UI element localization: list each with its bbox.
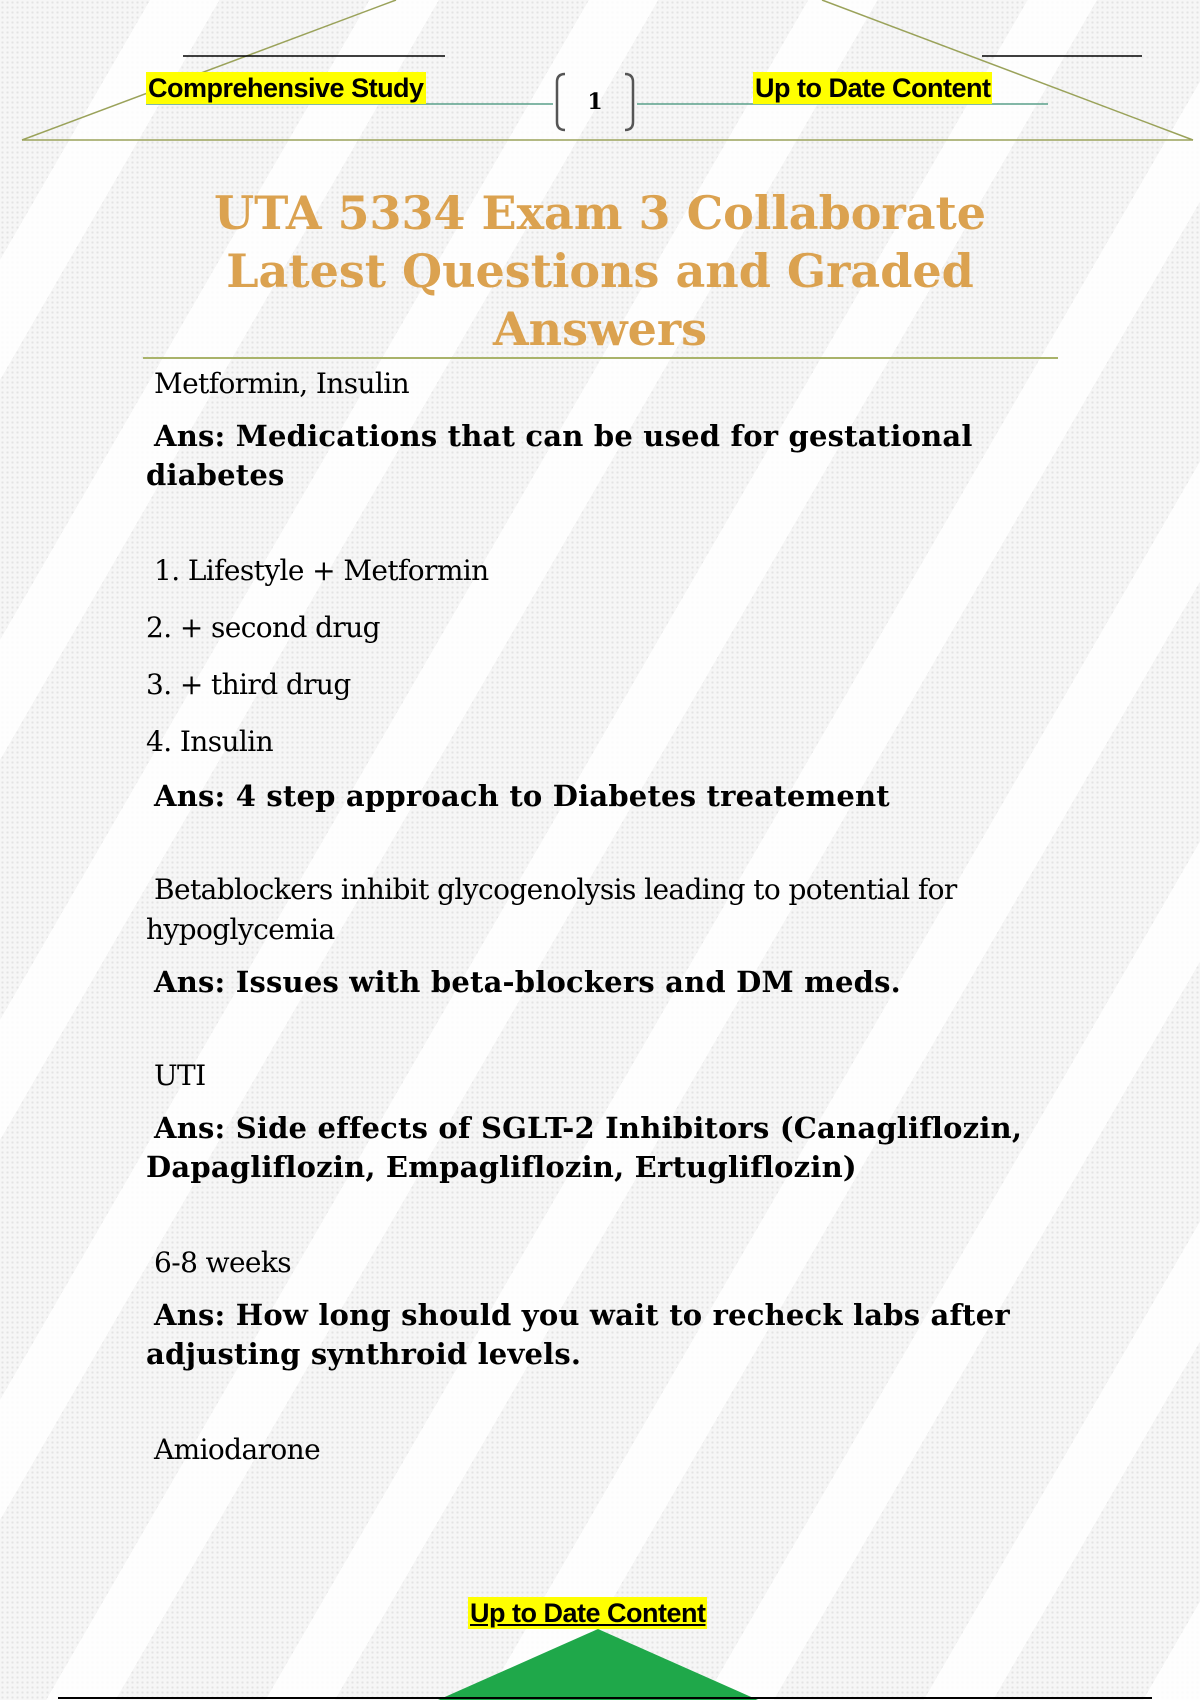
- qa-prompt-line: 3. + third drug: [146, 668, 351, 701]
- qa-item: [146, 1243, 1066, 1374]
- qa-item: [146, 551, 1066, 816]
- qa-prompt-line: hypoglycemia: [146, 913, 335, 946]
- qa-prompt-line: Metformin, Insulin: [154, 367, 410, 400]
- title-line-3: Answers: [492, 302, 708, 356]
- qa-answer-line: Ans: Medications that can be used for gestational: [154, 419, 973, 453]
- title-divider: [143, 357, 1058, 359]
- page-number-box: [553, 72, 637, 132]
- qa-item: [146, 1430, 1066, 1470]
- qa-answer-line: Ans: 4 step approach to Diabetes treatement: [154, 779, 890, 813]
- qa-prompt-line: 6-8 weeks: [154, 1246, 292, 1279]
- qa-answer-line: adjusting synthroid levels.: [146, 1337, 582, 1371]
- qa-prompt-line: Amiodarone: [154, 1433, 321, 1466]
- qa-prompt-line: 1. Lifestyle + Metformin: [154, 554, 489, 587]
- qa-item: [146, 1056, 1066, 1187]
- qa-item: [146, 870, 1066, 1002]
- qa-content: [146, 364, 1066, 1470]
- title-line-1: UTA 5334 Exam 3 Collaborate: [213, 186, 987, 240]
- footer-label: Up to Date Content: [470, 1598, 706, 1628]
- qa-answer-line: Dapagliflozin, Empagliflozin, Ertugliflozin): [146, 1150, 857, 1184]
- qa-answer-line: diabetes: [146, 458, 285, 492]
- document-title: [150, 184, 1050, 358]
- qa-answer-line: Ans: How long should you wait to recheck labs after: [154, 1298, 1010, 1332]
- qa-answer-line: Ans: Issues with beta-blockers and DM meds.: [154, 965, 901, 999]
- header-left-label: Comprehensive Study: [148, 73, 424, 103]
- qa-answer-line: Ans: Side effects of SGLT-2 Inhibitors (Canagliflozin,: [154, 1111, 1023, 1145]
- qa-prompt-line: UTI: [154, 1059, 206, 1092]
- qa-prompt-line: Betablockers inhibit glycogenolysis leading to potential for: [154, 873, 957, 906]
- header-right-label: Up to Date Content: [755, 73, 991, 103]
- qa-prompt-line: 2. + second drug: [146, 611, 380, 644]
- page-number: 1: [587, 89, 603, 115]
- title-line-2: Latest Questions and Graded: [226, 244, 974, 298]
- qa-item: [146, 364, 1066, 495]
- qa-prompt-line: 4. Insulin: [146, 725, 274, 758]
- footer-decoration: [0, 1620, 1200, 1700]
